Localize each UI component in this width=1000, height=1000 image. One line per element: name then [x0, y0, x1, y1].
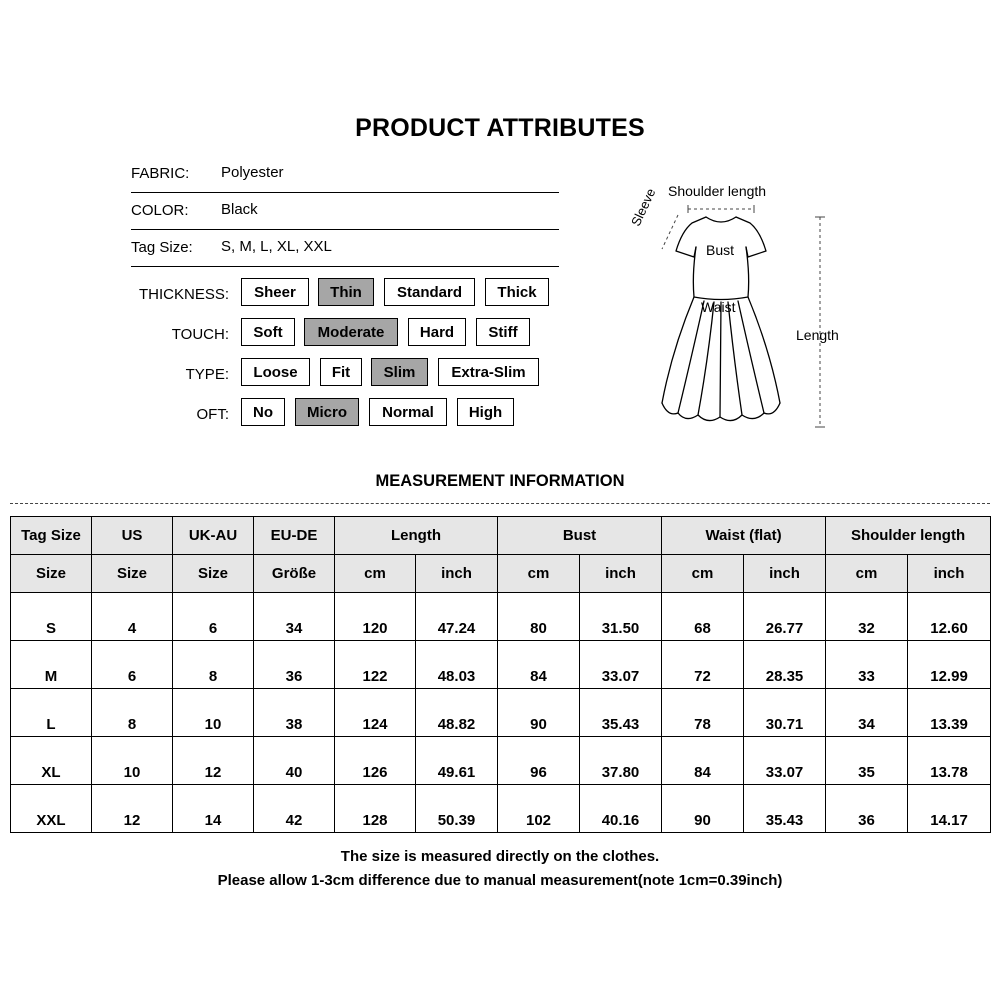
subheader-cell: Size [92, 555, 173, 593]
table-cell: 33.07 [744, 737, 826, 785]
table-cell: 37.80 [580, 737, 662, 785]
dress-diagram [620, 175, 860, 440]
table-cell: M [11, 641, 92, 689]
table-cell: 120 [335, 593, 416, 641]
table-cell: 13.78 [908, 737, 991, 785]
thickness-option-standard[interactable]: Standard [384, 278, 475, 306]
table-cell: 35 [826, 737, 908, 785]
subheader-cell: Size [173, 555, 254, 593]
table-row [11, 593, 991, 641]
oft-option-no[interactable]: No [241, 398, 285, 426]
table-cell: L [11, 689, 92, 737]
header-cell: Shoulder length [826, 517, 991, 555]
table-cell: 126 [335, 737, 416, 785]
type-option-slim[interactable]: Slim [371, 358, 428, 386]
thickness-option-thick[interactable]: Thick [485, 278, 549, 306]
touch-option-stiff[interactable]: Stiff [476, 318, 530, 346]
oft-option-normal[interactable]: Normal [369, 398, 447, 426]
table-cell: 8 [92, 689, 173, 737]
table-cell: 36 [826, 785, 908, 833]
note-line-2: Please allow 1-3cm difference due to manual measurement(note 1cm=0.39inch) [217, 872, 783, 889]
table-cell: 26.77 [744, 593, 826, 641]
shoulder-length-label: Shoulder length [668, 183, 767, 199]
bust-label: Bust [706, 242, 735, 258]
header-cell: Bust [498, 517, 662, 555]
table-cell: 68 [662, 593, 744, 641]
table-row [11, 689, 991, 737]
oft-label: OFT: [196, 406, 229, 423]
table-cell: 84 [498, 641, 580, 689]
table-cell: 96 [498, 737, 580, 785]
subheader-cell: inch [744, 555, 826, 593]
table-cell: 49.61 [416, 737, 498, 785]
table-cell: 40.16 [580, 785, 662, 833]
table-cell: 48.03 [416, 641, 498, 689]
table-cell: 6 [92, 641, 173, 689]
subheader-cell: Größe [254, 555, 335, 593]
table-cell: 47.24 [416, 593, 498, 641]
table-cell: 10 [92, 737, 173, 785]
header-cell: UK-AU [173, 517, 254, 555]
table-cell: 34 [254, 593, 335, 641]
type-label: TYPE: [185, 366, 229, 383]
table-cell: 128 [335, 785, 416, 833]
header-cell: Length [335, 517, 498, 555]
table-cell: 12 [92, 785, 173, 833]
table-cell: 10 [173, 689, 254, 737]
oft-option-high[interactable]: High [457, 398, 514, 426]
subheader-cell: Size [11, 555, 92, 593]
table-cell: 72 [662, 641, 744, 689]
table-cell: 40 [254, 737, 335, 785]
table-cell: 90 [662, 785, 744, 833]
table-cell: 33 [826, 641, 908, 689]
table-cell: 13.39 [908, 689, 991, 737]
table-header-row [11, 517, 991, 555]
table-cell: 14.17 [908, 785, 991, 833]
table-row [11, 785, 991, 833]
type-option-extra-slim[interactable]: Extra-Slim [438, 358, 539, 386]
touch-option-hard[interactable]: Hard [408, 318, 466, 346]
table-cell: 30.71 [744, 689, 826, 737]
header-cell: EU-DE [254, 517, 335, 555]
measurement-title: MEASUREMENT INFORMATION [375, 472, 625, 490]
table-cell: 78 [662, 689, 744, 737]
table-cell: 34 [826, 689, 908, 737]
table-cell: 38 [254, 689, 335, 737]
table-cell: 102 [498, 785, 580, 833]
length-label: Length [796, 327, 839, 343]
table-cell: 32 [826, 593, 908, 641]
table-cell: 31.50 [580, 593, 662, 641]
table-cell: 28.35 [744, 641, 826, 689]
oft-option-micro[interactable]: Micro [295, 398, 359, 426]
table-cell: XXL [11, 785, 92, 833]
thickness-label: THICKNESS: [138, 286, 229, 303]
divider [131, 229, 559, 230]
subheader-cell: cm [335, 555, 416, 593]
table-cell: 12.99 [908, 641, 991, 689]
subheader-cell: cm [662, 555, 744, 593]
table-cell: 12 [173, 737, 254, 785]
type-option-loose[interactable]: Loose [241, 358, 310, 386]
table-row [11, 641, 991, 689]
table-cell: 8 [173, 641, 254, 689]
fabric-value: Polyester [221, 164, 284, 181]
table-cell: 84 [662, 737, 744, 785]
header-cell: Tag Size [11, 517, 92, 555]
color-label: COLOR: [131, 202, 189, 219]
table-cell: 90 [498, 689, 580, 737]
touch-option-moderate[interactable]: Moderate [304, 318, 398, 346]
sleeve-label: Sleeve [628, 185, 659, 229]
subheader-cell: cm [498, 555, 580, 593]
subheader-cell: inch [580, 555, 662, 593]
fabric-label: FABRIC: [131, 165, 190, 182]
table-cell: 48.82 [416, 689, 498, 737]
table-cell: 36 [254, 641, 335, 689]
divider [131, 192, 559, 193]
table-cell: 4 [92, 593, 173, 641]
divider [131, 266, 559, 267]
subheader-cell: cm [826, 555, 908, 593]
type-option-fit[interactable]: Fit [320, 358, 362, 386]
size-table [10, 516, 991, 833]
waist-label: Waist [701, 299, 736, 315]
table-cell: XL [11, 737, 92, 785]
table-cell: 33.07 [580, 641, 662, 689]
table-cell: 35.43 [580, 689, 662, 737]
tag-size-label: Tag Size: [131, 239, 193, 256]
header-cell: Waist (flat) [662, 517, 826, 555]
table-cell: S [11, 593, 92, 641]
table-cell: 50.39 [416, 785, 498, 833]
table-row [11, 737, 991, 785]
table-cell: 6 [173, 593, 254, 641]
table-subheader-row [11, 555, 991, 593]
thickness-option-thin[interactable]: Thin [318, 278, 374, 306]
subheader-cell: inch [908, 555, 991, 593]
subheader-cell: inch [416, 555, 498, 593]
touch-label: TOUCH: [171, 326, 229, 343]
table-cell: 80 [498, 593, 580, 641]
table-cell: 124 [335, 689, 416, 737]
table-cell: 122 [335, 641, 416, 689]
dashed-divider [10, 503, 990, 504]
table-cell: 35.43 [744, 785, 826, 833]
table-cell: 12.60 [908, 593, 991, 641]
color-value: Black [221, 201, 258, 218]
table-cell: 14 [173, 785, 254, 833]
header-cell: US [92, 517, 173, 555]
page-title: PRODUCT ATTRIBUTES [355, 114, 645, 142]
thickness-option-sheer[interactable]: Sheer [241, 278, 309, 306]
table-cell: 42 [254, 785, 335, 833]
note-line-1: The size is measured directly on the clothes. [340, 848, 660, 865]
tag-size-value: S, M, L, XL, XXL [221, 238, 332, 255]
touch-option-soft[interactable]: Soft [241, 318, 295, 346]
